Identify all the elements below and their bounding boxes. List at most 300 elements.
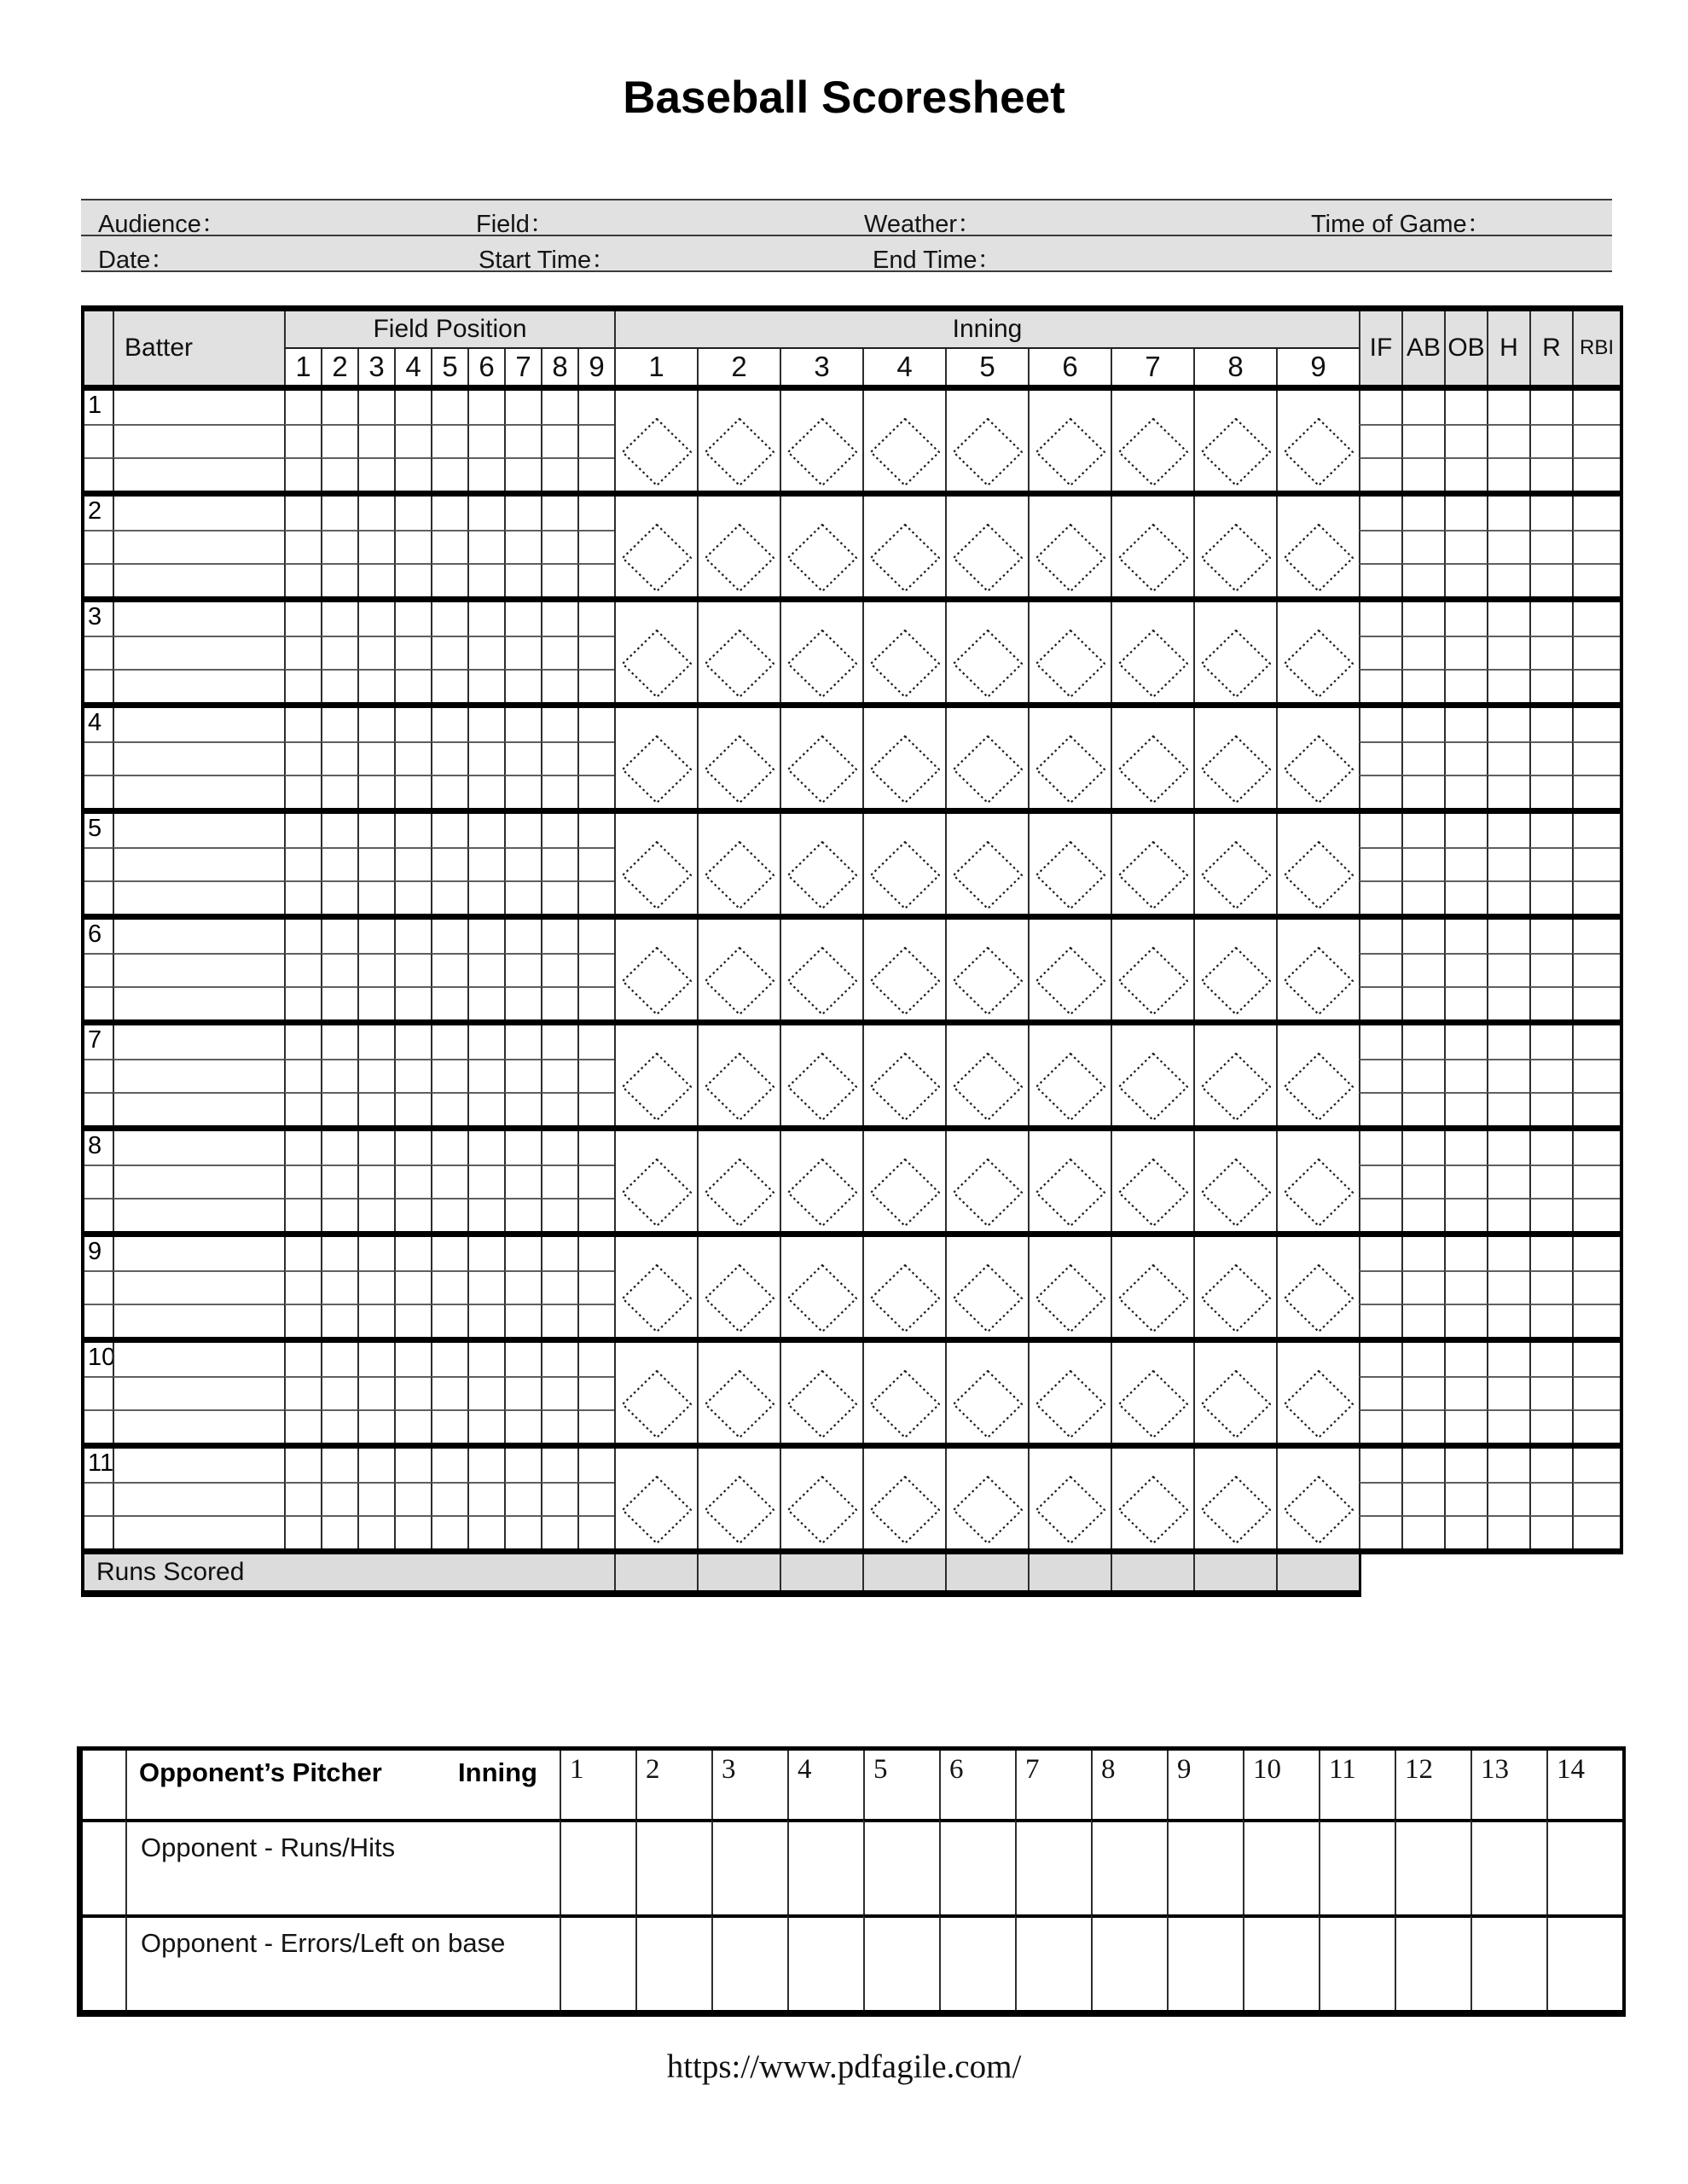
field-position-cell[interactable] [467,1131,504,1165]
field-position-cell[interactable] [431,920,467,953]
field-position-cell[interactable] [357,1376,394,1409]
opponent-data-cell[interactable] [1167,1819,1243,1914]
field-position-cell[interactable] [577,636,614,669]
field-position-cell[interactable] [467,497,504,530]
footer-url[interactable]: https://www.pdfagile.com/ [666,2048,1022,2085]
inning-scoring-cell[interactable] [697,497,780,596]
field-position-cell[interactable] [357,1092,394,1125]
stat-cell[interactable] [1487,741,1529,775]
field-position-cell[interactable] [394,953,431,986]
stat-cell[interactable] [1572,391,1620,424]
field-position-cell[interactable] [431,1092,467,1125]
field-position-cell[interactable] [357,1270,394,1304]
inning-scoring-cell[interactable] [1028,1237,1111,1337]
inning-scoring-cell[interactable] [1028,1343,1111,1443]
stat-cell[interactable] [1529,986,1572,1019]
field-position-cell[interactable] [284,920,321,953]
stat-cell[interactable] [1359,497,1401,530]
field-position-cell[interactable] [431,1025,467,1059]
stat-cell[interactable] [1572,708,1620,741]
inning-scoring-cell[interactable] [1276,497,1359,596]
stat-cell[interactable] [1572,1165,1620,1198]
field-position-cell[interactable] [284,814,321,847]
field-position-cell[interactable] [467,669,504,702]
inning-scoring-cell[interactable] [862,391,945,491]
opponent-data-cell[interactable] [1470,1819,1546,1914]
field-position-cell[interactable] [577,1482,614,1515]
stat-cell[interactable] [1401,497,1444,530]
batter-name-cell[interactable] [113,1237,284,1270]
stat-cell[interactable] [1401,1270,1444,1304]
stat-cell[interactable] [1444,530,1487,563]
inning-scoring-cell[interactable] [697,1131,780,1231]
field-position-cell[interactable] [394,708,431,741]
opponent-data-cell[interactable] [939,1819,1015,1914]
field-position-cell[interactable] [431,1482,467,1515]
field-position-cell[interactable] [541,669,577,702]
opponent-data-cell[interactable] [1167,1914,1243,2010]
stat-cell[interactable] [1444,1515,1487,1548]
stat-cell[interactable] [1572,457,1620,491]
field-position-cell[interactable] [504,814,541,847]
stat-cell[interactable] [1487,708,1529,741]
field-position-cell[interactable] [394,880,431,914]
field-position-cell[interactable] [394,563,431,596]
stat-cell[interactable] [1444,814,1487,847]
stat-cell[interactable] [1572,986,1620,1019]
inning-scoring-cell[interactable] [1276,602,1359,702]
stat-cell[interactable] [1572,1059,1620,1092]
field-position-cell[interactable] [394,920,431,953]
field-position-cell[interactable] [504,424,541,457]
field-position-cell[interactable] [321,563,357,596]
stat-cell[interactable] [1529,1237,1572,1270]
field-position-cell[interactable] [284,847,321,880]
field-position-cell[interactable] [321,636,357,669]
field-position-cell[interactable] [431,814,467,847]
field-position-cell[interactable] [504,563,541,596]
stat-cell[interactable] [1359,669,1401,702]
stat-cell[interactable] [1401,920,1444,953]
inning-scoring-cell[interactable] [614,1131,697,1231]
field-position-cell[interactable] [577,1059,614,1092]
field-position-cell[interactable] [394,602,431,636]
field-position-cell[interactable] [431,880,467,914]
inning-scoring-cell[interactable] [614,1449,697,1548]
field-position-cell[interactable] [321,602,357,636]
stat-cell[interactable] [1359,563,1401,596]
inning-scoring-cell[interactable] [1028,814,1111,914]
field-position-cell[interactable] [321,1449,357,1482]
opponent-data-cell[interactable] [1319,1914,1395,2010]
batter-name-cell[interactable] [113,636,284,669]
stat-cell[interactable] [1487,636,1529,669]
stat-cell[interactable] [1529,1409,1572,1443]
field-position-cell[interactable] [541,391,577,424]
stat-cell[interactable] [1359,708,1401,741]
stat-cell[interactable] [1529,669,1572,702]
inning-scoring-cell[interactable] [780,920,862,1019]
field-position-cell[interactable] [541,1449,577,1482]
opponent-data-cell[interactable] [1546,1914,1622,2010]
field-position-cell[interactable] [577,391,614,424]
stat-cell[interactable] [1444,563,1487,596]
field-position-cell[interactable] [467,424,504,457]
field-position-cell[interactable] [577,880,614,914]
stat-cell[interactable] [1359,1059,1401,1092]
opponent-data-cell[interactable] [711,1914,787,2010]
field-position-cell[interactable] [504,1059,541,1092]
field-position-cell[interactable] [321,391,357,424]
stat-cell[interactable] [1359,1304,1401,1337]
opponent-data-cell[interactable] [1395,1819,1470,1914]
field-position-cell[interactable] [541,775,577,808]
inning-scoring-cell[interactable] [697,1025,780,1125]
stat-cell[interactable] [1572,530,1620,563]
stat-cell[interactable] [1401,1304,1444,1337]
stat-cell[interactable] [1444,920,1487,953]
stat-cell[interactable] [1401,669,1444,702]
field-position-cell[interactable] [541,1025,577,1059]
field-position-cell[interactable] [284,1343,321,1376]
field-position-cell[interactable] [467,1092,504,1125]
inning-scoring-cell[interactable] [945,1343,1028,1443]
batter-name-cell[interactable] [113,847,284,880]
field-position-cell[interactable] [284,1237,321,1270]
inning-scoring-cell[interactable] [1111,1343,1193,1443]
field-position-cell[interactable] [467,457,504,491]
field-position-cell[interactable] [467,1304,504,1337]
inning-scoring-cell[interactable] [1028,708,1111,808]
inning-scoring-cell[interactable] [780,602,862,702]
field-position-cell[interactable] [394,986,431,1019]
batter-name-cell[interactable] [113,602,284,636]
field-position-cell[interactable] [431,1270,467,1304]
stat-cell[interactable] [1487,1059,1529,1092]
field-position-cell[interactable] [431,1165,467,1198]
field-position-cell[interactable] [431,986,467,1019]
stat-cell[interactable] [1401,880,1444,914]
stat-cell[interactable] [1529,708,1572,741]
field-position-cell[interactable] [321,1270,357,1304]
field-position-cell[interactable] [321,457,357,491]
stat-cell[interactable] [1444,953,1487,986]
stat-cell[interactable] [1444,741,1487,775]
field-position-cell[interactable] [394,424,431,457]
field-position-cell[interactable] [467,1515,504,1548]
stat-cell[interactable] [1359,1376,1401,1409]
inning-scoring-cell[interactable] [945,920,1028,1019]
runs-scored-cell[interactable] [697,1554,780,1590]
stat-cell[interactable] [1401,1092,1444,1125]
stat-cell[interactable] [1444,497,1487,530]
inning-scoring-cell[interactable] [1028,391,1111,491]
stat-cell[interactable] [1444,775,1487,808]
field-position-cell[interactable] [577,1131,614,1165]
opponent-data-cell[interactable] [787,1914,863,2010]
stat-cell[interactable] [1444,1376,1487,1409]
stat-cell[interactable] [1401,1059,1444,1092]
batter-name-cell[interactable] [113,497,284,530]
stat-cell[interactable] [1444,1092,1487,1125]
field-position-cell[interactable] [431,563,467,596]
field-position-cell[interactable] [504,1343,541,1376]
batter-name-cell[interactable] [113,1449,284,1482]
field-position-cell[interactable] [541,602,577,636]
stat-cell[interactable] [1359,1131,1401,1165]
field-position-cell[interactable] [504,1376,541,1409]
field-position-cell[interactable] [284,775,321,808]
field-position-cell[interactable] [577,1092,614,1125]
field-position-cell[interactable] [577,920,614,953]
inning-scoring-cell[interactable] [697,602,780,702]
inning-scoring-cell[interactable] [1111,920,1193,1019]
field-position-cell[interactable] [431,669,467,702]
stat-cell[interactable] [1572,741,1620,775]
field-position-cell[interactable] [504,1165,541,1198]
field-position-cell[interactable] [321,847,357,880]
stat-cell[interactable] [1572,920,1620,953]
field-position-cell[interactable] [467,602,504,636]
batter-name-cell[interactable] [113,775,284,808]
stat-cell[interactable] [1401,741,1444,775]
field-position-cell[interactable] [357,457,394,491]
stat-cell[interactable] [1529,1449,1572,1482]
field-position-cell[interactable] [357,814,394,847]
field-position-cell[interactable] [431,847,467,880]
inning-scoring-cell[interactable] [1193,602,1276,702]
field-position-cell[interactable] [467,708,504,741]
field-position-cell[interactable] [504,497,541,530]
stat-cell[interactable] [1487,1343,1529,1376]
field-position-cell[interactable] [577,708,614,741]
inning-scoring-cell[interactable] [614,1237,697,1337]
field-position-cell[interactable] [541,741,577,775]
batter-name-cell[interactable] [113,1304,284,1337]
field-position-cell[interactable] [321,424,357,457]
stat-cell[interactable] [1487,920,1529,953]
inning-scoring-cell[interactable] [697,920,780,1019]
batter-name-cell[interactable] [113,1515,284,1548]
stat-cell[interactable] [1529,953,1572,986]
field-position-cell[interactable] [577,1449,614,1482]
field-position-cell[interactable] [541,1482,577,1515]
field-position-cell[interactable] [357,563,394,596]
field-position-cell[interactable] [467,1343,504,1376]
batter-name-cell[interactable] [113,1165,284,1198]
inning-scoring-cell[interactable] [1276,920,1359,1019]
field-position-cell[interactable] [504,775,541,808]
stat-cell[interactable] [1401,1409,1444,1443]
field-position-cell[interactable] [541,1165,577,1198]
opponent-data-cell[interactable] [787,1819,863,1914]
stat-cell[interactable] [1444,1270,1487,1304]
stat-cell[interactable] [1401,424,1444,457]
field-position-cell[interactable] [541,880,577,914]
field-position-cell[interactable] [321,708,357,741]
opponent-data-cell[interactable] [1470,1914,1546,2010]
field-position-cell[interactable] [577,775,614,808]
field-position-cell[interactable] [321,1304,357,1337]
field-position-cell[interactable] [357,1343,394,1376]
field-position-cell[interactable] [541,1092,577,1125]
stat-cell[interactable] [1444,1198,1487,1231]
stat-cell[interactable] [1529,741,1572,775]
stat-cell[interactable] [1529,1198,1572,1231]
field-position-cell[interactable] [504,1025,541,1059]
stat-cell[interactable] [1487,847,1529,880]
inning-scoring-cell[interactable] [945,708,1028,808]
field-position-cell[interactable] [467,1165,504,1198]
field-position-cell[interactable] [357,1409,394,1443]
stat-cell[interactable] [1401,1025,1444,1059]
stat-cell[interactable] [1572,669,1620,702]
stat-cell[interactable] [1359,1482,1401,1515]
inning-scoring-cell[interactable] [780,391,862,491]
batter-name-cell[interactable] [113,953,284,986]
field-position-cell[interactable] [467,814,504,847]
field-position-cell[interactable] [321,986,357,1019]
field-position-cell[interactable] [577,1515,614,1548]
stat-cell[interactable] [1529,1025,1572,1059]
stat-cell[interactable] [1529,1131,1572,1165]
stat-cell[interactable] [1359,457,1401,491]
inning-scoring-cell[interactable] [1193,920,1276,1019]
inning-scoring-cell[interactable] [945,814,1028,914]
stat-cell[interactable] [1359,636,1401,669]
stat-cell[interactable] [1444,1482,1487,1515]
stat-cell[interactable] [1444,1449,1487,1482]
opponent-data-cell[interactable] [1319,1819,1395,1914]
field-position-cell[interactable] [577,602,614,636]
field-position-cell[interactable] [394,497,431,530]
stat-cell[interactable] [1487,1131,1529,1165]
field-position-cell[interactable] [577,814,614,847]
opponent-data-cell[interactable] [939,1914,1015,2010]
field-position-cell[interactable] [577,741,614,775]
field-position-cell[interactable] [504,1482,541,1515]
batter-name-cell[interactable] [113,457,284,491]
opponent-data-cell[interactable] [863,1819,939,1914]
stat-cell[interactable] [1401,636,1444,669]
field-position-cell[interactable] [394,391,431,424]
field-position-cell[interactable] [284,1270,321,1304]
inning-scoring-cell[interactable] [614,602,697,702]
stat-cell[interactable] [1529,814,1572,847]
stat-cell[interactable] [1529,880,1572,914]
field-position-cell[interactable] [394,636,431,669]
stat-cell[interactable] [1444,708,1487,741]
field-position-cell[interactable] [577,457,614,491]
runs-scored-cell[interactable] [780,1554,862,1590]
stat-cell[interactable] [1572,1376,1620,1409]
stat-cell[interactable] [1444,1131,1487,1165]
field-position-cell[interactable] [321,1409,357,1443]
stat-cell[interactable] [1487,1482,1529,1515]
field-position-cell[interactable] [321,1515,357,1548]
inning-scoring-cell[interactable] [614,1025,697,1125]
field-position-cell[interactable] [541,1198,577,1231]
inning-scoring-cell[interactable] [614,708,697,808]
field-position-cell[interactable] [577,1376,614,1409]
inning-scoring-cell[interactable] [945,1449,1028,1548]
stat-cell[interactable] [1359,1515,1401,1548]
field-position-cell[interactable] [394,1165,431,1198]
inning-scoring-cell[interactable] [1193,708,1276,808]
stat-cell[interactable] [1487,602,1529,636]
stat-cell[interactable] [1487,814,1529,847]
field-position-cell[interactable] [357,636,394,669]
stat-cell[interactable] [1529,563,1572,596]
field-position-cell[interactable] [357,775,394,808]
runs-scored-cell[interactable] [945,1554,1028,1590]
stat-cell[interactable] [1444,880,1487,914]
field-position-cell[interactable] [431,708,467,741]
field-position-cell[interactable] [577,1304,614,1337]
inning-scoring-cell[interactable] [862,497,945,596]
batter-name-cell[interactable] [113,1270,284,1304]
inning-scoring-cell[interactable] [1111,1237,1193,1337]
field-position-cell[interactable] [394,775,431,808]
opponent-data-cell[interactable] [1091,1819,1167,1914]
stat-cell[interactable] [1359,1092,1401,1125]
stat-cell[interactable] [1401,563,1444,596]
field-position-cell[interactable] [577,1270,614,1304]
field-position-cell[interactable] [394,814,431,847]
inning-scoring-cell[interactable] [614,920,697,1019]
inning-scoring-cell[interactable] [614,814,697,914]
stat-cell[interactable] [1529,1165,1572,1198]
field-position-cell[interactable] [431,1343,467,1376]
inning-scoring-cell[interactable] [1111,497,1193,596]
field-position-cell[interactable] [541,953,577,986]
field-position-cell[interactable] [504,1131,541,1165]
field-position-cell[interactable] [284,1449,321,1482]
stat-cell[interactable] [1529,1304,1572,1337]
inning-scoring-cell[interactable] [945,391,1028,491]
field-position-cell[interactable] [394,1409,431,1443]
field-position-cell[interactable] [321,1165,357,1198]
field-position-cell[interactable] [284,708,321,741]
stat-cell[interactable] [1359,1449,1401,1482]
stat-cell[interactable] [1572,1092,1620,1125]
field-position-cell[interactable] [321,1131,357,1165]
stat-cell[interactable] [1487,986,1529,1019]
stat-cell[interactable] [1401,814,1444,847]
field-position-cell[interactable] [284,1165,321,1198]
batter-name-cell[interactable] [113,880,284,914]
inning-scoring-cell[interactable] [697,1449,780,1548]
batter-name-cell[interactable] [113,741,284,775]
batter-name-cell[interactable] [113,1059,284,1092]
opponent-data-cell[interactable] [635,1819,711,1914]
stat-cell[interactable] [1444,1165,1487,1198]
inning-scoring-cell[interactable] [697,708,780,808]
field-position-cell[interactable] [541,636,577,669]
field-position-cell[interactable] [467,1270,504,1304]
field-position-cell[interactable] [541,457,577,491]
field-position-cell[interactable] [284,741,321,775]
field-position-cell[interactable] [321,1376,357,1409]
inning-scoring-cell[interactable] [862,602,945,702]
stat-cell[interactable] [1359,602,1401,636]
stat-cell[interactable] [1444,1409,1487,1443]
runs-scored-cell[interactable] [1028,1554,1111,1590]
stat-cell[interactable] [1529,1482,1572,1515]
opponent-data-cell[interactable] [635,1914,711,2010]
stat-cell[interactable] [1359,847,1401,880]
batter-name-cell[interactable] [113,986,284,1019]
